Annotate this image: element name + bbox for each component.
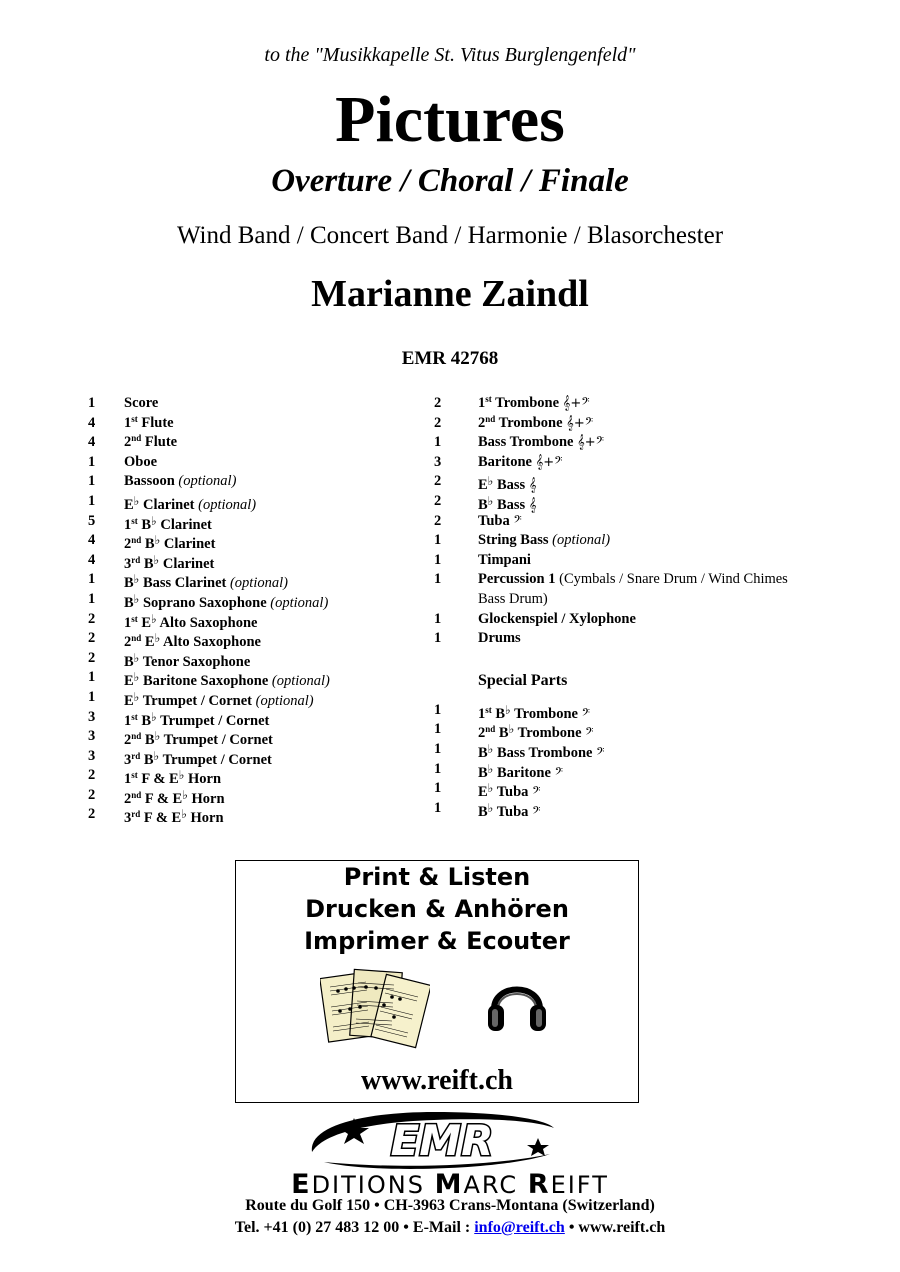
clef-icon: 𝄢 [581,706,590,722]
part-text: Alto Saxophone [156,614,258,631]
flat-icon: ♭ [153,552,160,567]
part-text: B [141,732,155,749]
part-quantity: 1 [434,630,442,647]
part-row [434,433,605,453]
part-quantity: 1 [434,434,442,451]
sheet-music-icon [320,967,430,1051]
part-quantity: 1 [88,492,96,509]
part-row [434,492,567,512]
part-text: Trombone [495,414,567,431]
flat-icon: ♭ [487,761,494,776]
flat-icon: ♭ [133,650,140,665]
part-text: 2 [124,732,132,749]
email-link[interactable]: info@reift.ch [474,1219,565,1236]
part-quantity: 1 [88,688,96,705]
ordinal-suffix: nd [485,724,496,735]
part-text: B [124,575,134,592]
part-text: Bassoon [124,473,179,490]
part-quantity: 2 [434,473,442,490]
flat-icon: ♭ [151,709,157,724]
promo-url: www.reift.ch [361,1065,513,1096]
ordinal-suffix: st [131,413,138,424]
ordinal-suffix: nd [131,789,142,800]
part-quantity: 2 [434,512,442,529]
part-quantity: 1 [434,551,442,568]
part-text: Drums [478,630,521,647]
flat-icon: ♭ [487,781,494,796]
part-name [478,799,540,823]
part-text: 1 [124,414,132,431]
ordinal-suffix: st [131,711,138,722]
contact-website: • www.reift.ch [564,1219,666,1236]
part-text: B [495,725,509,742]
optional-note: (optional) [270,594,329,611]
part-text: Baritone [478,453,536,470]
publisher-text: EIFT [550,1171,609,1199]
clef-icon: 𝄢 [532,785,541,801]
part-row [434,394,590,414]
part-quantity: 2 [88,806,96,823]
part-row [434,779,567,799]
part-text: Baritone [493,764,555,781]
optional-note: (optional) [178,473,237,490]
part-row [434,512,567,532]
part-quantity: 1 [88,669,96,686]
part-quantity: 3 [88,747,96,764]
part-quantity: 1 [88,590,96,607]
ordinal-suffix: nd [131,433,142,444]
part-quantity: 4 [88,532,96,549]
part-row [434,453,567,473]
print-listen-box [235,860,639,1103]
optional-note: (optional) [229,575,288,592]
part-row [434,760,567,780]
contact-phone: Tel. +41 (0) 27 483 12 00 • E-Mail : [234,1219,475,1236]
part-text: B [124,653,134,670]
part-quantity: 1 [434,610,442,627]
part-text: 2 [124,536,132,553]
part-quantity: 1 [434,740,442,757]
part-text: Trumpet / Cornet [139,692,256,709]
part-quantity: 1 [88,395,96,411]
part-text: B [140,751,154,768]
optional-note: (optional) [198,496,257,513]
subtitle: Overture / Choral / Finale [271,163,629,199]
part-row [434,701,590,722]
clef-icon: 𝄢 [585,726,594,742]
part-name [124,433,177,453]
part-text: 1 [124,771,132,788]
part-description: (Cymbals / Snare Drum / Wind Chimes [559,571,788,588]
part-text: Timpani [478,551,531,568]
flat-icon: ♭ [508,722,515,737]
ordinal-suffix: st [131,515,138,526]
part-quantity: 2 [88,767,96,784]
flat-icon: ♭ [151,611,157,626]
part-text: Trombone [514,725,586,742]
part-text: E [478,784,488,801]
part-quantity: 2 [434,395,442,411]
part-text: Bass Trombone [478,434,578,451]
part-text: String Bass [478,532,553,549]
part-name [124,805,224,829]
special-parts-heading: Special Parts [478,671,568,689]
clef-icon: 𝄢 [532,804,541,820]
clef-icon: 𝄞+𝄢 [566,415,594,431]
emr-logo [304,1108,562,1172]
part-quantity: 2 [88,649,96,666]
flat-icon: ♭ [487,493,494,508]
part-quantity: 3 [88,728,96,745]
flat-icon: ♭ [151,513,157,528]
part-name [124,394,158,414]
clef-icon: 𝄞 [528,478,537,494]
part-text: E [141,634,155,651]
part-text: E [478,477,488,494]
part-text: 3 [124,555,132,572]
clef-icon: 𝄢 [596,745,605,761]
part-text: Tuba [478,512,514,529]
part-text: B [478,803,488,820]
flat-icon: ♭ [181,807,187,822]
flat-icon: ♭ [154,631,161,646]
ordinal-suffix: st [131,770,138,781]
part-text: 2 [124,634,132,651]
part-text: Flute [137,414,174,431]
catalog-number: EMR 42768 [401,348,499,369]
part-name [478,433,604,453]
composer: Marianne Zaindl [311,273,589,315]
part-name [478,531,610,551]
part-text: Trumpet / Cornet [159,751,272,768]
clef-icon: 𝄞+𝄢 [577,435,605,451]
part-text: 2 [478,725,486,742]
flat-icon: ♭ [133,572,140,587]
part-row [434,590,567,610]
flat-icon: ♭ [133,591,140,606]
spacer [434,649,567,659]
part-text: F & E [137,771,179,788]
publisher-initial: M [434,1169,464,1200]
flat-icon: ♭ [487,741,494,756]
part-name [478,570,788,590]
part-text: Clarinet [156,516,212,533]
part-text: 3 [124,810,132,827]
part-text: Flute [141,434,178,451]
promo-line-drucken: Drucken & Anhören [305,895,569,923]
part-text: E [137,614,152,631]
part-text: Tuba [493,803,533,820]
part-name [124,453,157,473]
part-text: 2 [478,414,486,431]
part-text: Horn [187,790,225,807]
flat-icon: ♭ [154,533,161,548]
part-text: 3 [124,751,132,768]
part-text: Bass Trombone [493,744,597,761]
ordinal-suffix: st [485,704,492,715]
publisher-name [0,1169,900,1200]
promo-line-print: Print & Listen [343,863,531,891]
part-name [478,610,636,630]
part-text: Bass Clarinet [139,575,230,592]
part-description: Bass Drum) [478,590,548,607]
part-quantity: 1 [434,571,442,588]
part-quantity: 1 [88,473,96,490]
optional-note: (optional) [271,673,330,690]
part-quantity: 5 [88,512,96,529]
part-text: Score [124,395,159,411]
part-text: B [137,516,152,533]
part-text: Horn [186,810,224,827]
dedication: to the "Musikkapelle St. Vitus Burglengenfeld" [264,44,636,66]
part-text: Oboe [124,453,158,470]
part-quantity: 1 [434,532,442,549]
clef-icon: 𝄢 [513,513,522,529]
flat-icon: ♭ [487,800,494,815]
flat-icon: ♭ [133,670,140,685]
publisher-initial: R [527,1169,551,1200]
part-quantity: 2 [88,630,96,647]
part-text: 2 [124,790,132,807]
part-name [124,414,174,434]
part-text: E [124,496,134,513]
part-quantity: 2 [434,414,442,431]
part-quantity: 1 [434,721,442,738]
ordinal-suffix: nd [131,731,142,742]
part-text: Bass [493,477,529,494]
ordinal-suffix: nd [131,633,142,644]
ordinal-suffix: st [485,394,492,404]
part-quantity: 1 [434,780,442,797]
ordinal-suffix: nd [485,413,496,424]
part-text: 1 [124,614,132,631]
parts-list-main [434,394,788,649]
part-name [478,394,590,414]
ordinal-suffix: st [131,613,138,624]
flat-icon: ♭ [487,474,494,489]
clef-icon: 𝄞+𝄢 [562,396,590,411]
part-text: F & E [140,810,182,827]
flat-icon: ♭ [133,689,140,704]
part-text: B [124,594,134,611]
part-quantity: 4 [88,434,96,451]
optional-note: (optional) [552,532,611,549]
part-quantity: 1 [434,760,442,777]
part-text: 1 [478,395,486,411]
part-text: B [478,764,488,781]
ordinal-suffix: nd [131,535,142,546]
part-text: B [141,536,155,553]
page-title: Pictures [335,83,565,156]
part-text: B [140,555,154,572]
part-text: Clarinet [159,555,215,572]
ensemble: Wind Band / Concert Band / Harmonie / Blasorchester [176,222,724,249]
part-name [478,512,522,532]
part-row [434,570,788,590]
part-row [434,799,567,819]
ordinal-suffix: rd [131,750,141,761]
part-text: Tuba [493,784,533,801]
flat-icon: ♭ [505,702,511,717]
parts-list-right [434,394,788,820]
part-text: 1 [124,712,132,729]
part-quantity: 1 [88,453,96,470]
part-quantity: 1 [434,799,442,816]
part-row [434,629,567,649]
flat-icon: ♭ [133,493,140,508]
clef-icon: 𝄞+𝄢 [535,454,563,470]
part-quantity: 4 [88,551,96,568]
part-quantity: 4 [88,414,96,431]
part-text: Trombone [510,705,582,722]
part-row [434,720,594,742]
part-row [434,531,611,551]
part-row [434,413,594,434]
ordinal-suffix: rd [131,809,141,820]
special-parts-list [434,701,605,820]
part-text: Bass [493,496,529,513]
part-text: Trombone [491,395,563,411]
part-text: Tenor Saxophone [139,653,251,670]
part-name [478,551,531,571]
optional-note: (optional) [255,692,314,709]
part-name [478,453,563,473]
part-text: Clarinet [160,536,216,553]
part-row [434,472,567,492]
part-row [434,551,567,571]
part-text: E [124,673,134,690]
part-name [478,414,593,434]
ordinal-suffix: rd [131,554,141,565]
part-text: F & E [141,790,183,807]
address: Route du Golf 150 • CH-3963 Crans-Montana (Switzerland) [245,1197,655,1214]
part-text: B [478,496,488,513]
publisher-initial: E [291,1169,312,1200]
part-text: 2 [124,434,132,451]
part-row [434,740,605,761]
part-quantity: 3 [88,708,96,725]
part-quantity: 1 [88,571,96,588]
part-quantity: 3 [434,453,442,470]
clef-icon: 𝄞 [528,497,537,513]
part-quantity: 2 [434,492,442,509]
part-text: Clarinet [139,496,199,513]
part-text: E [124,692,134,709]
flat-icon: ♭ [153,748,160,763]
publisher-text: ARC [463,1171,528,1199]
part-text: Percussion 1 [478,571,560,588]
flat-icon: ♭ [182,787,188,802]
part-text: Alto Saxophone [160,634,261,651]
flat-icon: ♭ [178,768,185,783]
part-row [434,610,636,630]
part-name [478,629,521,649]
part-text: Soprano Saxophone [139,594,271,611]
emr-mark-text: EMR [390,1116,494,1165]
part-name [124,472,236,492]
part-text: Trumpet / Cornet [160,732,273,749]
part-text: Baritone Saxophone [139,673,272,690]
part-name [478,590,548,610]
part-text: 1 [124,516,132,533]
part-text: B [137,712,152,729]
part-text: Horn [184,771,222,788]
headphones-icon [486,969,548,1039]
part-text: 1 [478,705,486,722]
part-text: B [491,705,506,722]
publisher-text: DITIONS [311,1171,435,1199]
contact-line [0,1219,900,1237]
part-quantity: 2 [88,610,96,627]
part-text: Trumpet / Cornet [156,712,270,729]
flat-icon: ♭ [154,729,161,744]
part-quantity: 2 [88,786,96,803]
clef-icon: 𝄢 [554,765,563,781]
part-text: B [478,744,488,761]
part-text: Glockenspiel / Xylophone [478,610,636,627]
part-quantity: 1 [434,701,442,718]
promo-line-imprimer: Imprimer & Ecouter [304,927,570,955]
